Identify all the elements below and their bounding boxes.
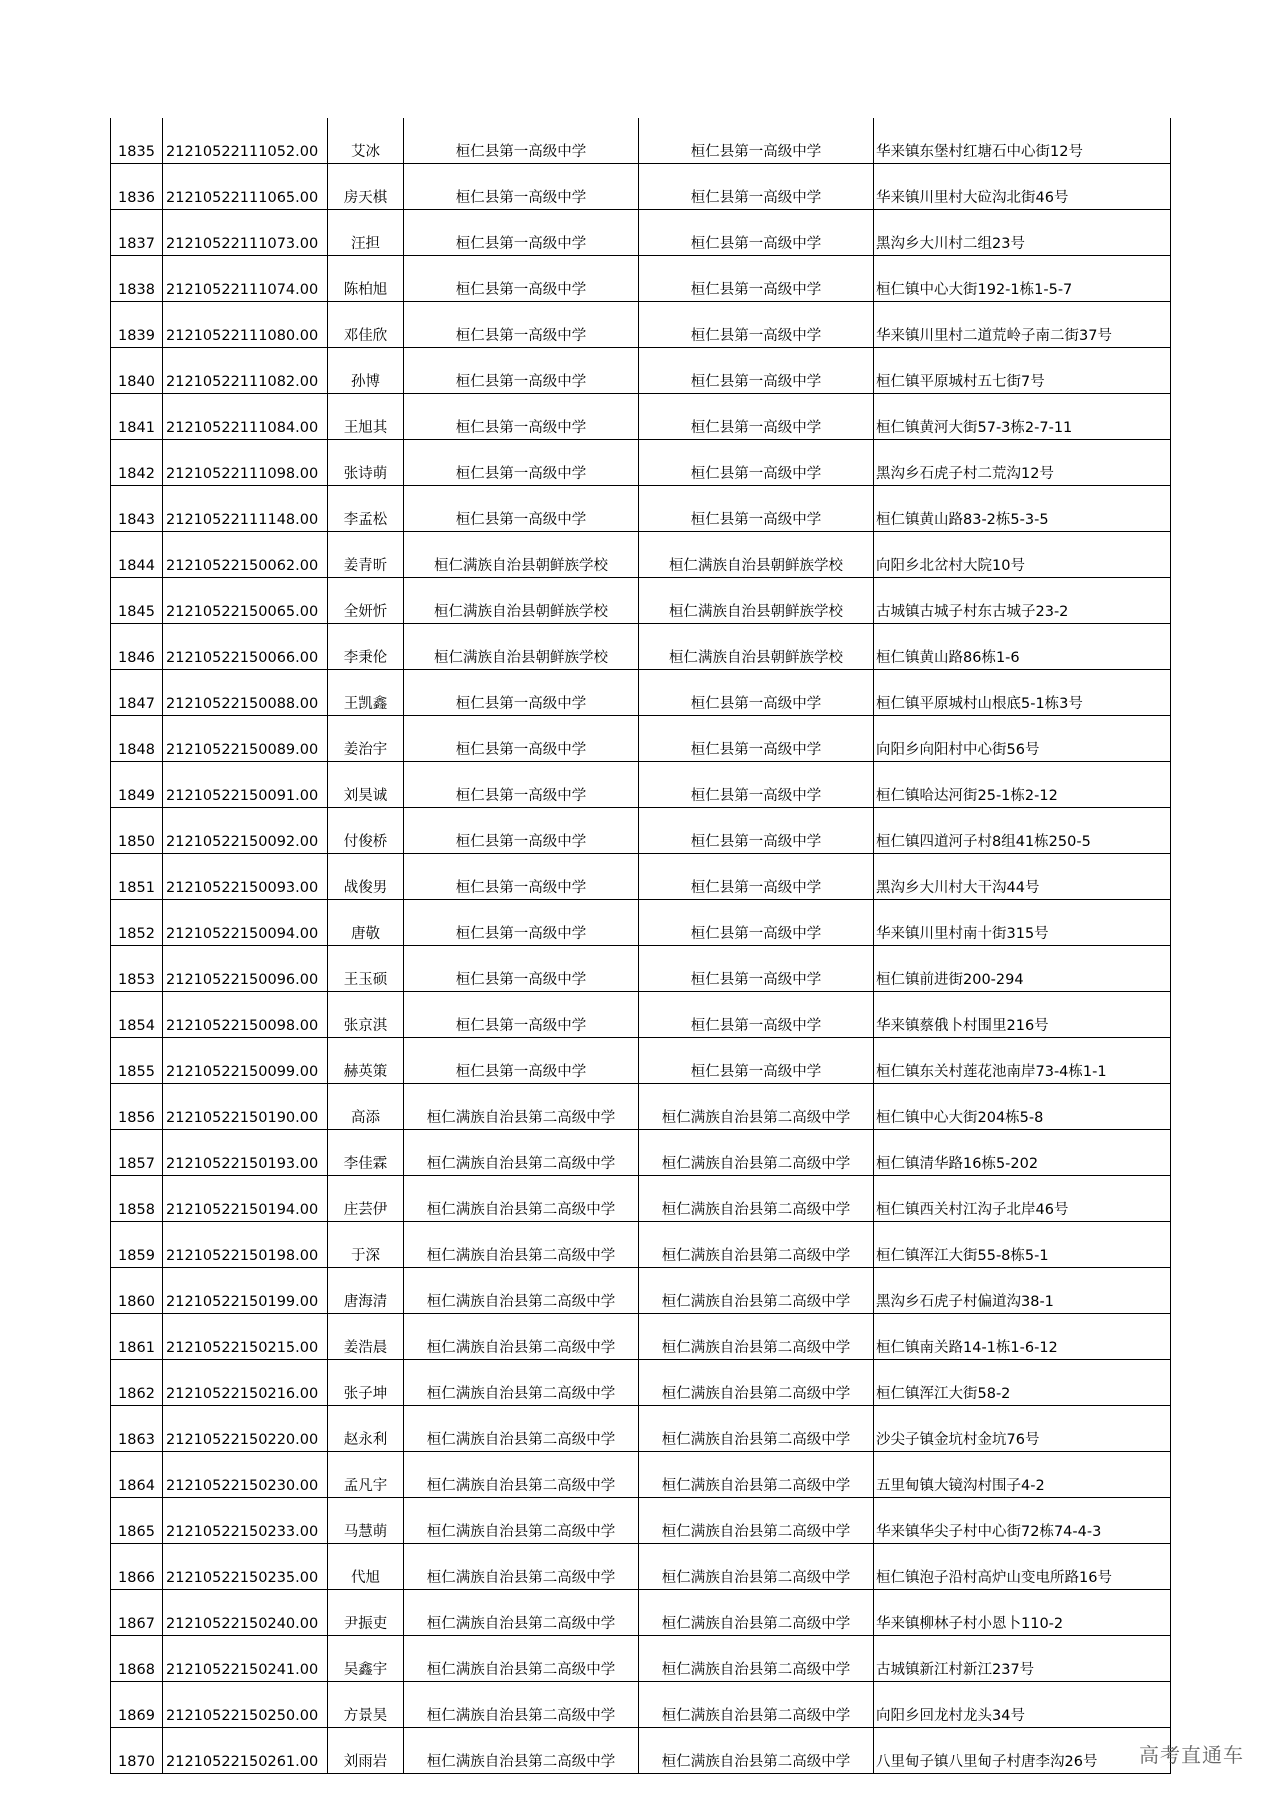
table-row	[111, 1636, 1171, 1682]
graduating-school-cell: 桓仁县第一高级中学	[404, 854, 639, 900]
table-row	[111, 1314, 1171, 1360]
student-name-cell: 陈柏旭	[328, 256, 404, 302]
admitting-school-cell: 桓仁满族自治县第二高级中学	[639, 1590, 874, 1636]
admitting-school-cell: 桓仁满族自治县第二高级中学	[639, 1314, 874, 1360]
student-number-cell: 21210522150233.00	[163, 1498, 328, 1544]
student-name-cell: 张子坤	[328, 1360, 404, 1406]
student-name-cell: 高添	[328, 1084, 404, 1130]
admitting-school-cell: 桓仁县第一高级中学	[639, 348, 874, 394]
row-index-cell: 1864	[111, 1452, 163, 1498]
row-index-cell: 1853	[111, 946, 163, 992]
admitting-school-cell: 桓仁满族自治县第二高级中学	[639, 1728, 874, 1774]
row-index-cell: 1855	[111, 1038, 163, 1084]
table-row	[111, 1498, 1171, 1544]
student-number-cell: 21210522150065.00	[163, 578, 328, 624]
graduating-school-cell: 桓仁县第一高级中学	[404, 486, 639, 532]
graduating-school-cell: 桓仁县第一高级中学	[404, 900, 639, 946]
graduating-school-cell: 桓仁满族自治县朝鲜族学校	[404, 624, 639, 670]
table-row	[111, 440, 1171, 486]
graduating-school-cell: 桓仁县第一高级中学	[404, 1038, 639, 1084]
home-address-cell: 桓仁镇平原城村五七街7号	[874, 348, 1171, 394]
admitting-school-cell: 桓仁县第一高级中学	[639, 854, 874, 900]
graduating-school-cell: 桓仁县第一高级中学	[404, 256, 639, 302]
home-address-cell: 华来镇川里村二道荒岭子南二街37号	[874, 302, 1171, 348]
table-row	[111, 1130, 1171, 1176]
admitting-school-cell: 桓仁县第一高级中学	[639, 808, 874, 854]
table-row	[111, 1360, 1171, 1406]
student-name-cell: 方景昊	[328, 1682, 404, 1728]
student-name-cell: 房天棋	[328, 164, 404, 210]
graduating-school-cell: 桓仁县第一高级中学	[404, 716, 639, 762]
row-index-cell: 1868	[111, 1636, 163, 1682]
student-number-cell: 21210522150230.00	[163, 1452, 328, 1498]
row-index-cell: 1862	[111, 1360, 163, 1406]
student-number-cell: 21210522150062.00	[163, 532, 328, 578]
table-row	[111, 1544, 1171, 1590]
student-table-body	[111, 118, 1171, 1774]
admitting-school-cell: 桓仁满族自治县第二高级中学	[639, 1222, 874, 1268]
admitting-school-cell: 桓仁满族自治县朝鲜族学校	[639, 578, 874, 624]
home-address-cell: 向阳乡北岔村大院10号	[874, 532, 1171, 578]
table-row	[111, 670, 1171, 716]
row-index-cell: 1867	[111, 1590, 163, 1636]
table-row	[111, 1682, 1171, 1728]
row-index-cell: 1838	[111, 256, 163, 302]
admitting-school-cell: 桓仁县第一高级中学	[639, 762, 874, 808]
student-name-cell: 尹振吏	[328, 1590, 404, 1636]
row-index-cell: 1845	[111, 578, 163, 624]
row-index-cell: 1843	[111, 486, 163, 532]
home-address-cell: 沙尖子镇金坑村金坑76号	[874, 1406, 1171, 1452]
student-name-cell: 王凯鑫	[328, 670, 404, 716]
row-index-cell: 1859	[111, 1222, 163, 1268]
student-number-cell: 21210522111148.00	[163, 486, 328, 532]
student-name-cell: 张京淇	[328, 992, 404, 1038]
student-name-cell: 王旭其	[328, 394, 404, 440]
home-address-cell: 桓仁镇中心大街204栋5-8	[874, 1084, 1171, 1130]
graduating-school-cell: 桓仁县第一高级中学	[404, 440, 639, 486]
table-row	[111, 992, 1171, 1038]
student-name-cell: 汪担	[328, 210, 404, 256]
row-index-cell: 1851	[111, 854, 163, 900]
row-index-cell: 1869	[111, 1682, 163, 1728]
admitting-school-cell: 桓仁县第一高级中学	[639, 1038, 874, 1084]
student-name-cell: 全妍忻	[328, 578, 404, 624]
table-row	[111, 118, 1171, 164]
student-number-cell: 21210522111098.00	[163, 440, 328, 486]
home-address-cell: 桓仁镇浑江大街55-8栋5-1	[874, 1222, 1171, 1268]
student-number-cell: 21210522111065.00	[163, 164, 328, 210]
student-name-cell: 姜青昕	[328, 532, 404, 578]
admitting-school-cell: 桓仁满族自治县第二高级中学	[639, 1682, 874, 1728]
table-row	[111, 1222, 1171, 1268]
graduating-school-cell: 桓仁满族自治县第二高级中学	[404, 1084, 639, 1130]
home-address-cell: 桓仁镇中心大街192-1栋1-5-7	[874, 256, 1171, 302]
home-address-cell: 五里甸镇大镜沟村围子4-2	[874, 1452, 1171, 1498]
table-row	[111, 1452, 1171, 1498]
graduating-school-cell: 桓仁县第一高级中学	[404, 762, 639, 808]
student-number-cell: 21210522150091.00	[163, 762, 328, 808]
graduating-school-cell: 桓仁满族自治县第二高级中学	[404, 1452, 639, 1498]
student-number-cell: 21210522150092.00	[163, 808, 328, 854]
table-row	[111, 1268, 1171, 1314]
admitting-school-cell: 桓仁县第一高级中学	[639, 900, 874, 946]
admitting-school-cell: 桓仁满族自治县第二高级中学	[639, 1130, 874, 1176]
home-address-cell: 桓仁镇黄山路86栋1-6	[874, 624, 1171, 670]
home-address-cell: 古城镇古城子村东古城子23-2	[874, 578, 1171, 624]
student-name-cell: 付俊桥	[328, 808, 404, 854]
student-name-cell: 赫英策	[328, 1038, 404, 1084]
table-row	[111, 762, 1171, 808]
table-row	[111, 348, 1171, 394]
student-number-cell: 21210522150215.00	[163, 1314, 328, 1360]
home-address-cell: 桓仁镇平原城村山根底5-1栋3号	[874, 670, 1171, 716]
graduating-school-cell: 桓仁县第一高级中学	[404, 118, 639, 164]
table-row	[111, 256, 1171, 302]
graduating-school-cell: 桓仁县第一高级中学	[404, 210, 639, 256]
student-number-cell: 21210522150198.00	[163, 1222, 328, 1268]
home-address-cell: 古城镇新江村新江237号	[874, 1636, 1171, 1682]
admitting-school-cell: 桓仁满族自治县第二高级中学	[639, 1360, 874, 1406]
admitting-school-cell: 桓仁满族自治县第二高级中学	[639, 1406, 874, 1452]
student-name-cell: 战俊男	[328, 854, 404, 900]
graduating-school-cell: 桓仁县第一高级中学	[404, 670, 639, 716]
student-name-cell: 孙博	[328, 348, 404, 394]
home-address-cell: 黑沟乡石虎子村二荒沟12号	[874, 440, 1171, 486]
row-index-cell: 1837	[111, 210, 163, 256]
student-number-cell: 21210522150098.00	[163, 992, 328, 1038]
admitting-school-cell: 桓仁满族自治县第二高级中学	[639, 1498, 874, 1544]
row-index-cell: 1863	[111, 1406, 163, 1452]
student-name-cell: 马慧萌	[328, 1498, 404, 1544]
admitting-school-cell: 桓仁县第一高级中学	[639, 670, 874, 716]
graduating-school-cell: 桓仁满族自治县第二高级中学	[404, 1590, 639, 1636]
table-row	[111, 164, 1171, 210]
table-row	[111, 1038, 1171, 1084]
home-address-cell: 桓仁镇黄山路83-2栋5-3-5	[874, 486, 1171, 532]
student-number-cell: 21210522150261.00	[163, 1728, 328, 1774]
student-number-cell: 21210522150216.00	[163, 1360, 328, 1406]
student-name-cell: 张诗萌	[328, 440, 404, 486]
table-row	[111, 1084, 1171, 1130]
row-index-cell: 1852	[111, 900, 163, 946]
admitting-school-cell: 桓仁县第一高级中学	[639, 210, 874, 256]
student-name-cell: 吴鑫宇	[328, 1636, 404, 1682]
student-number-cell: 21210522150093.00	[163, 854, 328, 900]
admitting-school-cell: 桓仁满族自治县第二高级中学	[639, 1452, 874, 1498]
table-row	[111, 394, 1171, 440]
student-number-cell: 21210522150066.00	[163, 624, 328, 670]
student-number-cell: 21210522150089.00	[163, 716, 328, 762]
home-address-cell: 桓仁镇南关路14-1栋1-6-12	[874, 1314, 1171, 1360]
table-row	[111, 1406, 1171, 1452]
table-row	[111, 1590, 1171, 1636]
graduating-school-cell: 桓仁县第一高级中学	[404, 946, 639, 992]
home-address-cell: 桓仁镇前进街200-294	[874, 946, 1171, 992]
row-index-cell: 1854	[111, 992, 163, 1038]
home-address-cell: 八里甸子镇八里甸子村唐李沟26号	[874, 1728, 1171, 1774]
student-name-cell: 刘昊诚	[328, 762, 404, 808]
table-row	[111, 532, 1171, 578]
student-number-cell: 21210522111082.00	[163, 348, 328, 394]
student-name-cell: 于深	[328, 1222, 404, 1268]
student-number-cell: 21210522150099.00	[163, 1038, 328, 1084]
student-name-cell: 姜治宇	[328, 716, 404, 762]
graduating-school-cell: 桓仁满族自治县第二高级中学	[404, 1498, 639, 1544]
table-row	[111, 1176, 1171, 1222]
home-address-cell: 桓仁镇泡子沿村高炉山变电所路16号	[874, 1544, 1171, 1590]
admitting-school-cell: 桓仁满族自治县第二高级中学	[639, 1176, 874, 1222]
table-row	[111, 210, 1171, 256]
admitting-school-cell: 桓仁满族自治县第二高级中学	[639, 1544, 874, 1590]
graduating-school-cell: 桓仁县第一高级中学	[404, 394, 639, 440]
row-index-cell: 1865	[111, 1498, 163, 1544]
graduating-school-cell: 桓仁县第一高级中学	[404, 302, 639, 348]
graduating-school-cell: 桓仁满族自治县第二高级中学	[404, 1314, 639, 1360]
table-row	[111, 578, 1171, 624]
graduating-school-cell: 桓仁满族自治县第二高级中学	[404, 1406, 639, 1452]
admitting-school-cell: 桓仁县第一高级中学	[639, 164, 874, 210]
row-index-cell: 1856	[111, 1084, 163, 1130]
student-number-cell: 21210522150220.00	[163, 1406, 328, 1452]
graduating-school-cell: 桓仁满族自治县第二高级中学	[404, 1130, 639, 1176]
student-name-cell: 邓佳欣	[328, 302, 404, 348]
graduating-school-cell: 桓仁满族自治县朝鲜族学校	[404, 532, 639, 578]
table-row	[111, 900, 1171, 946]
home-address-cell: 桓仁镇清华路16栋5-202	[874, 1130, 1171, 1176]
student-number-cell: 21210522150250.00	[163, 1682, 328, 1728]
graduating-school-cell: 桓仁县第一高级中学	[404, 348, 639, 394]
admitting-school-cell: 桓仁满族自治县朝鲜族学校	[639, 624, 874, 670]
student-number-cell: 21210522150088.00	[163, 670, 328, 716]
student-number-cell: 21210522150096.00	[163, 946, 328, 992]
student-name-cell: 赵永利	[328, 1406, 404, 1452]
student-name-cell: 王玉硕	[328, 946, 404, 992]
admitting-school-cell: 桓仁县第一高级中学	[639, 302, 874, 348]
graduating-school-cell: 桓仁满族自治县第二高级中学	[404, 1544, 639, 1590]
student-number-cell: 21210522111073.00	[163, 210, 328, 256]
home-address-cell: 向阳乡向阳村中心街56号	[874, 716, 1171, 762]
table-row	[111, 716, 1171, 762]
row-index-cell: 1850	[111, 808, 163, 854]
row-index-cell: 1836	[111, 164, 163, 210]
student-name-cell: 姜浩晨	[328, 1314, 404, 1360]
admitting-school-cell: 桓仁满族自治县第二高级中学	[639, 1268, 874, 1314]
graduating-school-cell: 桓仁县第一高级中学	[404, 808, 639, 854]
home-address-cell: 黑沟乡大川村二组23号	[874, 210, 1171, 256]
home-address-cell: 桓仁镇四道河子村8组41栋250-5	[874, 808, 1171, 854]
admitting-school-cell: 桓仁县第一高级中学	[639, 992, 874, 1038]
row-index-cell: 1842	[111, 440, 163, 486]
graduating-school-cell: 桓仁满族自治县第二高级中学	[404, 1682, 639, 1728]
admitting-school-cell: 桓仁满族自治县第二高级中学	[639, 1084, 874, 1130]
graduating-school-cell: 桓仁满族自治县朝鲜族学校	[404, 578, 639, 624]
student-table	[110, 118, 1171, 1774]
student-name-cell: 唐海清	[328, 1268, 404, 1314]
row-index-cell: 1870	[111, 1728, 163, 1774]
student-name-cell: 李佳霖	[328, 1130, 404, 1176]
home-address-cell: 向阳乡回龙村龙头34号	[874, 1682, 1171, 1728]
student-number-cell: 21210522150199.00	[163, 1268, 328, 1314]
graduating-school-cell: 桓仁满族自治县第二高级中学	[404, 1222, 639, 1268]
admitting-school-cell: 桓仁满族自治县第二高级中学	[639, 1636, 874, 1682]
home-address-cell: 华来镇东堡村红塘石中心街12号	[874, 118, 1171, 164]
student-number-cell: 21210522111074.00	[163, 256, 328, 302]
home-address-cell: 华来镇蔡俄卜村围里216号	[874, 992, 1171, 1038]
graduating-school-cell: 桓仁满族自治县第二高级中学	[404, 1728, 639, 1774]
admitting-school-cell: 桓仁县第一高级中学	[639, 440, 874, 486]
graduating-school-cell: 桓仁满族自治县第二高级中学	[404, 1176, 639, 1222]
student-number-cell: 21210522150241.00	[163, 1636, 328, 1682]
row-index-cell: 1839	[111, 302, 163, 348]
student-name-cell: 李孟松	[328, 486, 404, 532]
home-address-cell: 黑沟乡石虎子村偏道沟38-1	[874, 1268, 1171, 1314]
home-address-cell: 桓仁镇东关村莲花池南岸73-4栋1-1	[874, 1038, 1171, 1084]
home-address-cell: 桓仁镇西关村江沟子北岸46号	[874, 1176, 1171, 1222]
student-number-cell: 21210522111052.00	[163, 118, 328, 164]
row-index-cell: 1858	[111, 1176, 163, 1222]
graduating-school-cell: 桓仁满族自治县第二高级中学	[404, 1360, 639, 1406]
row-index-cell: 1841	[111, 394, 163, 440]
home-address-cell: 黑沟乡大川村大干沟44号	[874, 854, 1171, 900]
row-index-cell: 1844	[111, 532, 163, 578]
student-number-cell: 21210522111084.00	[163, 394, 328, 440]
row-index-cell: 1847	[111, 670, 163, 716]
student-number-cell: 21210522150194.00	[163, 1176, 328, 1222]
student-number-cell: 21210522150190.00	[163, 1084, 328, 1130]
graduating-school-cell: 桓仁县第一高级中学	[404, 164, 639, 210]
row-index-cell: 1848	[111, 716, 163, 762]
student-name-cell: 李秉伦	[328, 624, 404, 670]
table-row	[111, 624, 1171, 670]
row-index-cell: 1860	[111, 1268, 163, 1314]
home-address-cell: 华来镇川里村大砬沟北街46号	[874, 164, 1171, 210]
table-row	[111, 808, 1171, 854]
table-row	[111, 302, 1171, 348]
watermark-text: 高考直通车	[1139, 1743, 1244, 1767]
student-name-cell: 孟凡宇	[328, 1452, 404, 1498]
row-index-cell: 1835	[111, 118, 163, 164]
student-number-cell: 21210522150240.00	[163, 1590, 328, 1636]
student-name-cell: 庄芸伊	[328, 1176, 404, 1222]
admitting-school-cell: 桓仁县第一高级中学	[639, 256, 874, 302]
student-name-cell: 艾冰	[328, 118, 404, 164]
student-name-cell: 代旭	[328, 1544, 404, 1590]
student-name-cell: 唐敬	[328, 900, 404, 946]
table-row	[111, 486, 1171, 532]
row-index-cell: 1861	[111, 1314, 163, 1360]
student-number-cell: 21210522150235.00	[163, 1544, 328, 1590]
graduating-school-cell: 桓仁满族自治县第二高级中学	[404, 1636, 639, 1682]
table-row	[111, 1728, 1171, 1774]
home-address-cell: 桓仁镇浑江大街58-2	[874, 1360, 1171, 1406]
admitting-school-cell: 桓仁县第一高级中学	[639, 486, 874, 532]
graduating-school-cell: 桓仁满族自治县第二高级中学	[404, 1268, 639, 1314]
table-row	[111, 946, 1171, 992]
home-address-cell: 华来镇华尖子村中心街72栋74-4-3	[874, 1498, 1171, 1544]
table-row	[111, 854, 1171, 900]
home-address-cell: 华来镇柳林子村小恩卜110-2	[874, 1590, 1171, 1636]
graduating-school-cell: 桓仁县第一高级中学	[404, 992, 639, 1038]
row-index-cell: 1866	[111, 1544, 163, 1590]
home-address-cell: 桓仁镇哈达河街25-1栋2-12	[874, 762, 1171, 808]
admitting-school-cell: 桓仁满族自治县朝鲜族学校	[639, 532, 874, 578]
student-name-cell: 刘雨岩	[328, 1728, 404, 1774]
row-index-cell: 1846	[111, 624, 163, 670]
student-number-cell: 21210522150094.00	[163, 900, 328, 946]
admitting-school-cell: 桓仁县第一高级中学	[639, 946, 874, 992]
row-index-cell: 1849	[111, 762, 163, 808]
home-address-cell: 华来镇川里村南十街315号	[874, 900, 1171, 946]
student-number-cell: 21210522111080.00	[163, 302, 328, 348]
row-index-cell: 1840	[111, 348, 163, 394]
admitting-school-cell: 桓仁县第一高级中学	[639, 394, 874, 440]
admitting-school-cell: 桓仁县第一高级中学	[639, 118, 874, 164]
admitting-school-cell: 桓仁县第一高级中学	[639, 716, 874, 762]
home-address-cell: 桓仁镇黄河大街57-3栋2-7-11	[874, 394, 1171, 440]
student-number-cell: 21210522150193.00	[163, 1130, 328, 1176]
row-index-cell: 1857	[111, 1130, 163, 1176]
